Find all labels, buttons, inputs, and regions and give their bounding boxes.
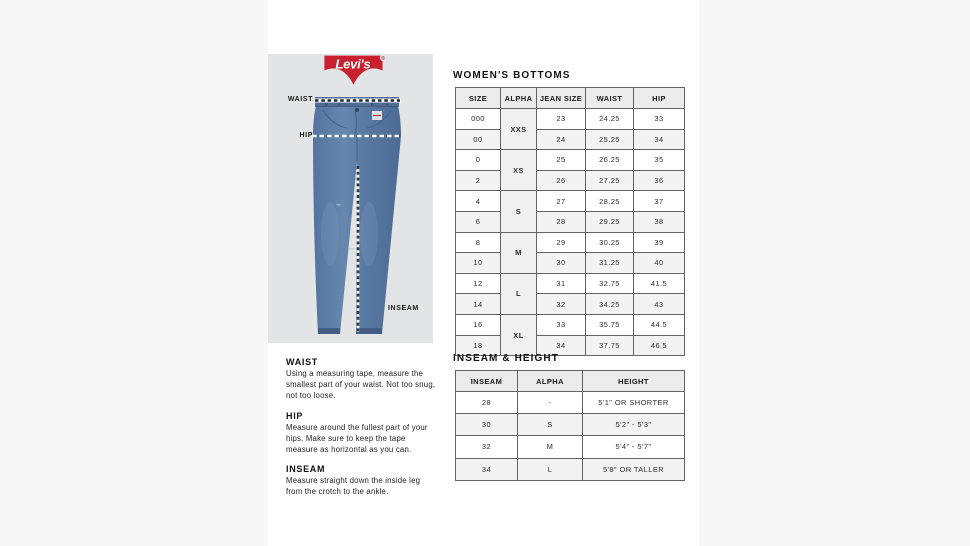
cell-jean-size: 33: [537, 314, 586, 335]
cell-waist: 28.25: [586, 191, 634, 212]
size-table-row: [456, 109, 685, 130]
cell-jean-size: 29: [537, 232, 586, 253]
inseam-table-row: [456, 392, 685, 414]
cell-waist: 26.25: [586, 150, 634, 171]
cell-jean-size: 26: [537, 170, 586, 191]
cell-inseam: 32: [456, 436, 518, 458]
waist-measure-line: [314, 99, 401, 103]
cell-alpha: -: [518, 392, 583, 414]
cell-height: 5'1" OR SHORTER: [583, 392, 685, 414]
column-header: SIZE: [456, 88, 501, 109]
inseam-diagram-label: INSEAM: [388, 305, 419, 312]
cell-inseam: 30: [456, 414, 518, 436]
cell-size: 14: [456, 294, 501, 315]
column-header: ALPHA: [518, 371, 583, 392]
cell-waist: 27.25: [586, 170, 634, 191]
womens-bottoms-table-body: [456, 109, 685, 356]
column-header: ALPHA: [501, 88, 537, 109]
cell-alpha: L: [518, 458, 583, 480]
size-table-row: [456, 191, 685, 212]
cell-waist: 30.25: [586, 232, 634, 253]
cell-alpha: S: [518, 414, 583, 436]
column-header: INSEAM: [456, 371, 518, 392]
cell-jean-size: 32: [537, 294, 586, 315]
cell-size: 2: [456, 170, 501, 191]
cell-hip: 44.5: [634, 314, 685, 335]
cell-size: 18: [456, 335, 501, 356]
cell-waist: 35.75: [586, 314, 634, 335]
cell-height: 5'2" - 5'3": [583, 414, 685, 436]
cell-alpha: S: [501, 191, 537, 232]
levis-logo-text: Levi's: [335, 56, 371, 72]
inseam-height-table: [455, 370, 685, 481]
cell-hip: 37: [634, 191, 685, 212]
waist-diagram-label: WAIST: [287, 96, 313, 103]
cell-inseam: 28: [456, 392, 518, 414]
inseam-instruction-heading: INSEAM: [286, 464, 326, 475]
hip-diagram-label: HIP: [299, 132, 313, 139]
cell-jean-size: 30: [537, 253, 586, 274]
cell-hip: 41.5: [634, 273, 685, 294]
womens-bottoms-table-header: [456, 88, 685, 109]
cell-alpha: M: [501, 232, 537, 273]
hip-instruction: [286, 411, 438, 456]
cell-height: 5'8" OR TALLER: [583, 458, 685, 480]
cell-jean-size: 27: [537, 191, 586, 212]
cell-hip: 43: [634, 294, 685, 315]
cell-jean-size: 24: [537, 129, 586, 150]
inseam-height-table-body: [456, 392, 685, 481]
inseam-instruction-text: Measure straight down the inside leg from the crotch to the ankle.: [286, 476, 421, 497]
cell-waist: 31.25: [586, 253, 634, 274]
cell-waist: 25.25: [586, 129, 634, 150]
cell-size: 10: [456, 253, 501, 274]
cell-alpha: L: [501, 273, 537, 314]
cell-height: 5'4" - 5'7": [583, 436, 685, 458]
cell-hip: 34: [634, 129, 685, 150]
jeans-diagram: [268, 54, 433, 343]
cell-size: 4: [456, 191, 501, 212]
cell-waist: 29.25: [586, 211, 634, 232]
inseam-height-table-header: [456, 371, 685, 392]
cell-hip: 35: [634, 150, 685, 171]
hip-instruction-text: Measure around the fullest part of your hips. Make sure to keep the tape measure as horizontal as you can.: [286, 422, 428, 454]
size-table-row: [456, 232, 685, 253]
column-header: JEAN SIZE: [537, 88, 586, 109]
cell-waist: 37.75: [586, 335, 634, 356]
cell-hip: 39: [634, 232, 685, 253]
cell-size: 12: [456, 273, 501, 294]
waist-instruction-text: Using a measuring tape, measure the smallest part of your waist. Not too snug, not too loose.: [286, 369, 436, 400]
column-header: WAIST: [586, 88, 634, 109]
measuring-instructions: [286, 357, 438, 507]
cell-waist: 34.25: [586, 294, 634, 315]
cell-size: 00: [456, 129, 501, 150]
cell-jean-size: 23: [537, 109, 586, 130]
cell-hip: 46.5: [634, 335, 685, 356]
cell-waist: 24.25: [586, 109, 634, 130]
cell-waist: 32.75: [586, 273, 634, 294]
cell-hip: 40: [634, 253, 685, 274]
column-header: HIP: [634, 88, 685, 109]
cell-hip: 33: [634, 109, 685, 130]
cell-size: 8: [456, 232, 501, 253]
cell-jean-size: 31: [537, 273, 586, 294]
size-table-row: [456, 150, 685, 171]
cell-jean-size: 34: [537, 335, 586, 356]
cell-alpha: XL: [501, 314, 537, 355]
size-table-row: [456, 314, 685, 335]
size-table-row: [456, 253, 685, 274]
size-table-row: [456, 294, 685, 315]
column-header: HEIGHT: [583, 371, 685, 392]
inseam-height-title: INSEAM & HEIGHT: [453, 353, 559, 364]
cell-jean-size: 25: [537, 150, 586, 171]
cell-inseam: 34: [456, 458, 518, 480]
womens-bottoms-table: [455, 87, 685, 356]
size-table-row: [456, 129, 685, 150]
size-table-row: [456, 273, 685, 294]
cell-alpha: M: [518, 436, 583, 458]
cell-hip: 38: [634, 211, 685, 232]
hip-instruction-heading: HIP: [286, 410, 304, 421]
cell-size: 000: [456, 109, 501, 130]
womens-bottoms-title: WOMEN'S BOTTOMS: [453, 70, 571, 81]
cell-alpha: XXS: [501, 109, 537, 150]
inseam-table-row: [456, 414, 685, 436]
cell-size: 16: [456, 314, 501, 335]
waist-instruction-heading: WAIST: [286, 357, 318, 367]
size-table-row: [456, 170, 685, 191]
cell-hip: 36: [634, 170, 685, 191]
size-guide-panel: [268, 0, 699, 546]
inseam-table-row: [456, 458, 685, 480]
inseam-table-row: [456, 436, 685, 458]
cell-size: 0: [456, 150, 501, 171]
size-table-row: [456, 211, 685, 232]
cell-size: 6: [456, 211, 501, 232]
cell-alpha: XS: [501, 150, 537, 191]
registered-mark: ®: [381, 55, 386, 62]
waist-instruction: [286, 357, 438, 402]
cell-jean-size: 28: [537, 211, 586, 232]
inseam-instruction: [286, 464, 438, 498]
